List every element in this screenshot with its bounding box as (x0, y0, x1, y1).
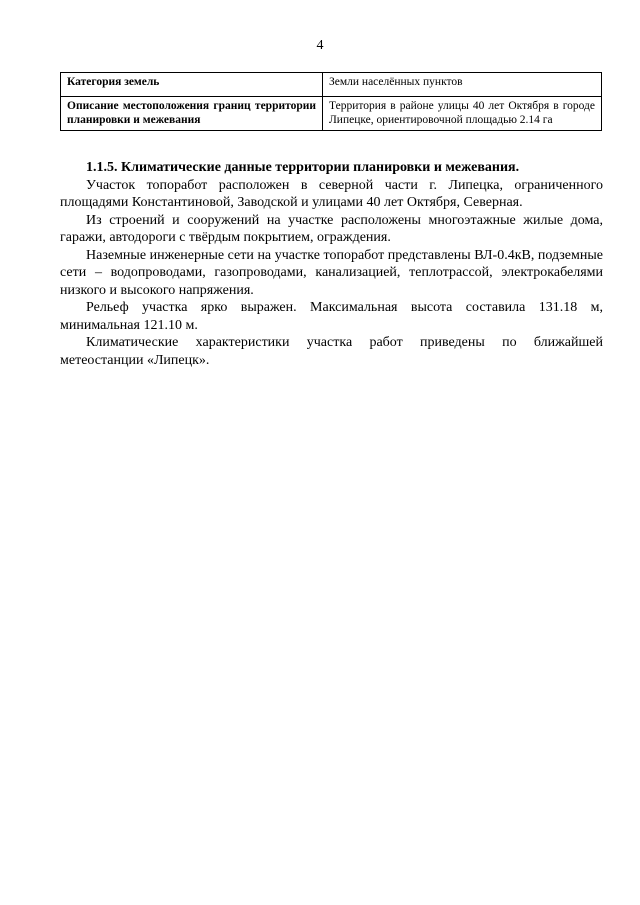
paragraph: Рельеф участка ярко выражен. Максимальная высота составила 131.18 м, минимальная 121.10 м. (60, 300, 603, 333)
paragraph: Климатические характеристики участка работ приведены по ближайшей метеостанции «Липецк». (60, 335, 603, 368)
paragraph: Из строений и сооружений на участке расположены многоэтажные жилые дома, гаражи, автодороги с твёрдым покрытием, ограждения. (60, 212, 603, 245)
table-key-cell: Категория земель (61, 73, 323, 97)
table-row (61, 97, 602, 131)
table-value-cell: Земли населённых пунктов (323, 73, 602, 97)
paragraph: Наземные инженерные сети на участке топоработ представлены ВЛ-0.4кВ, подземные сети – водопроводами, газопроводами, канализацией, теплотрассой, электрокабелями низкого и высокого напряжения. (60, 247, 603, 298)
table-value-cell: Территория в районе улицы 40 лет Октября в городе Липецке, ориентировочной площадью 2.14 га (323, 97, 602, 131)
section-body (60, 159, 603, 369)
paragraph: Участок топоработ расположен в северной части г. Липецка, ограниченного площадями Константиновой, Заводской и улицами 40 лет Октября, Северная. (60, 177, 603, 210)
section-heading: 1.1.5. Климатические данные территории планировки и межевания. (86, 160, 520, 175)
land-info-table (60, 72, 602, 131)
table-key-cell: Описание местоположения границ территории планировки и межевания (61, 97, 323, 131)
table-row (61, 73, 602, 97)
page-number: 4 (316, 38, 324, 53)
